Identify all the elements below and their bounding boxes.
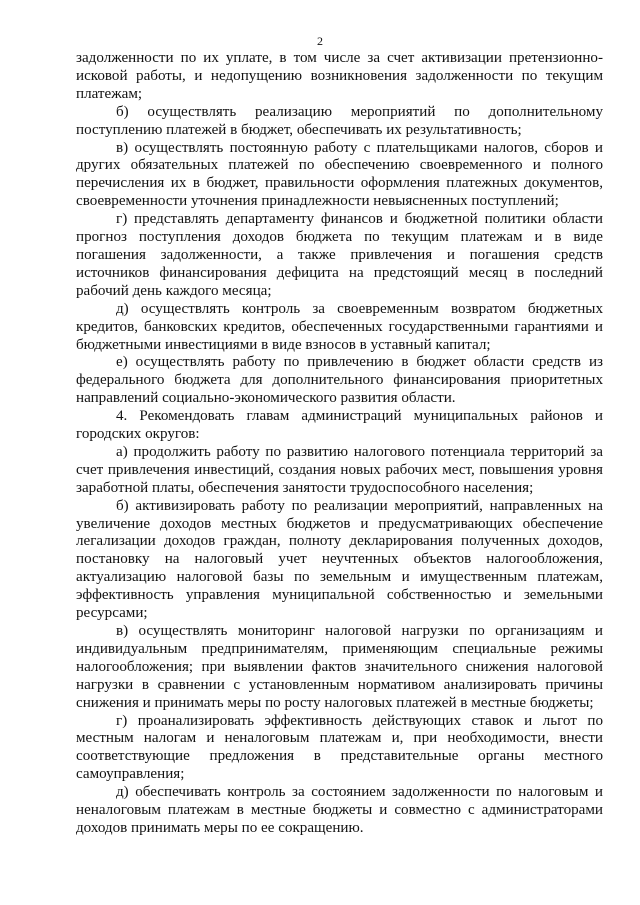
paragraph-item-b: б) осуществлять реализацию мероприятий по дополнительному поступлению платежей в бюджет, обеспечивать их результативность; [76, 103, 603, 138]
paragraph-item-d: д) осуществлять контроль за своевременным возвратом бюджетных кредитов, банковских кредитов, обеспеченных государственными гарантиями и бюджетными инвестициями в виде взносов в уставный капитал; [76, 300, 603, 353]
paragraph-item-e: е) осуществлять работу по привлечению в бюджет области средств из федерального бюджета для дополнительного финансирования приоритетных направлений социально-экономического развития области. [76, 354, 603, 407]
page-number: 2 [317, 34, 323, 48]
paragraph-continuation: задолженности по их уплате, в том числе за счет активизации претензионно-исковой работы, и недопущению возникновения задолженности по текущим платежам; [76, 50, 603, 102]
paragraph-4-item-d: д) обеспечивать контроль за состоянием задолженности по налоговым и неналоговым платежам в местные бюджеты и совместно с администраторами доходов принимать меры по ее сокращению. [76, 784, 603, 836]
paragraph-item-v: в) осуществлять постоянную работу с плательщиками налогов, сборов и других обязательных платежей по обеспечению своевременного и полного перечисления их в бюджет, правильности оформления платежных документов, своевременности уточнения принадлежности невыясненных поступлений; [76, 139, 603, 210]
paragraph-item-g: г) представлять департаменту финансов и бюджетной политики области прогноз поступления доходов бюджета по текущим платежам и в виде погашения задолженности, а также привлечения и погашения средств источников финансирования дефицита на предстоящий месяц в последний рабочий день каждого месяца; [76, 211, 603, 299]
document-body [76, 50, 603, 838]
paragraph-4-item-b: б) активизировать работу по реализации мероприятий, направленных на увеличение доходов местных бюджетов и предусматривающих обеспечение легализации доходов граждан, полноту декларирования полученных доходов, постановку на налоговый учет неучтенных объектов налогообложения, актуализацию налоговой базы по земельным и имущественным платежам, эффективность управления муниципальной собственностью и земельными ресурсами; [76, 497, 603, 622]
paragraph-4-item-v: в) осуществлять мониторинг налоговой нагрузки по организациям и индивидуальным предпринимателям, применяющим специальные режимы налогообложения; при выявлении фактов значительного снижения налоговой нагрузки в сравнении с установленным нормативом анализировать причины снижения и принимать меры по росту налоговых платежей в местные бюджеты; [76, 623, 603, 711]
paragraph-section-4: 4. Рекомендовать главам администраций муниципальных районов и городских округов: [76, 408, 603, 443]
paragraph-4-item-g: г) проанализировать эффективность действующих ставок и льгот по местным налогам и неналоговым платежам и, при необходимости, внести соответствующие предложения в представительные органы местного самоуправления; [76, 712, 603, 783]
paragraph-4-item-a: а) продолжить работу по развитию налогового потенциала территорий за счет привлечения инвестиций, создания новых рабочих мест, повышения уровня заработной платы, обеспечения занятости трудоспособного населения; [76, 443, 603, 496]
